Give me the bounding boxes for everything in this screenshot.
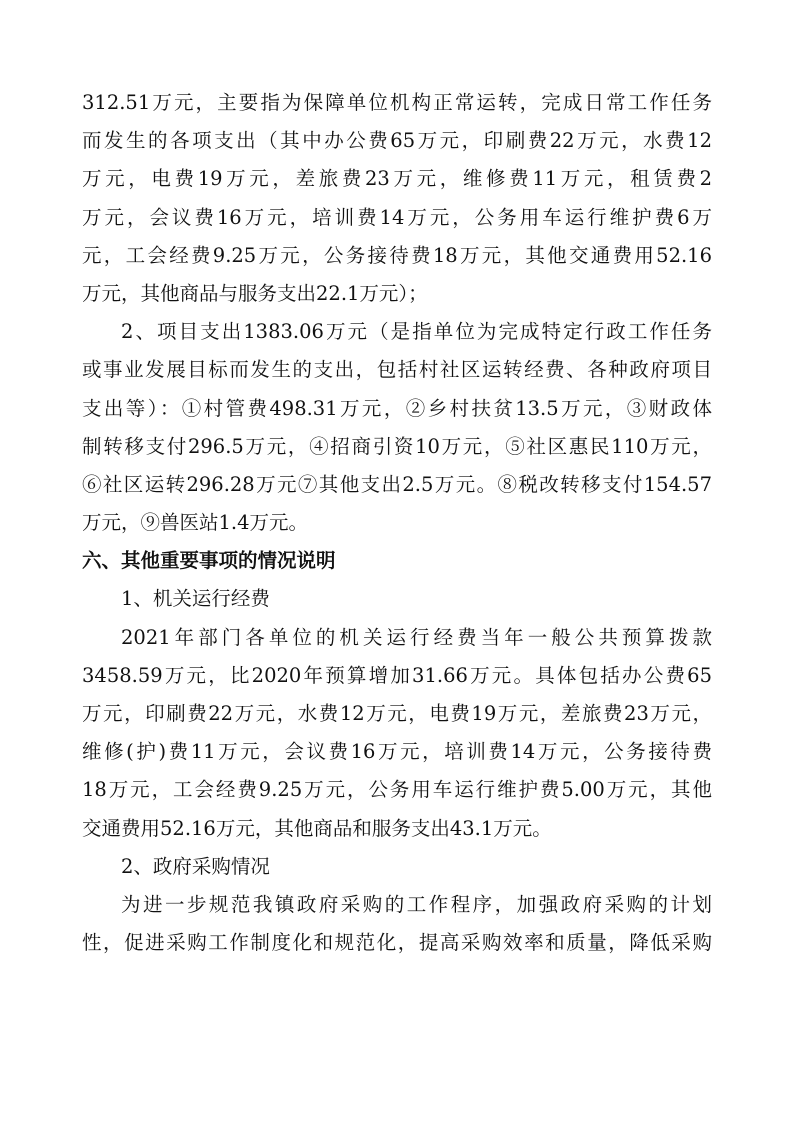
paragraph-operating-funds — [82, 619, 712, 848]
text-line: 2021年部门各单位的机关运行经费当年一般公共预算拨款 — [121, 625, 712, 649]
paragraph-procurement — [82, 886, 712, 962]
text-line: 18万元，工会经费9.25万元，公务用车运行维护费5.00万元，其他 — [82, 778, 712, 802]
text-line: 维修(护)费11万元，会议费16万元，培训费14万元，公务接待费 — [82, 740, 712, 764]
text-line: 支出等）：①村管费498.31万元，②乡村扶贫13.5万元，③财政体 — [82, 396, 712, 420]
text-line: 而发生的各项支出（其中办公费65万元，印刷费22万元，水费12 — [82, 129, 712, 153]
text-line: 为进一步规范我镇政府采购的工作程序，加强政府采购的计划 — [121, 892, 712, 916]
text-line: 万元，其他商品与服务支出22.1万元）； — [82, 281, 428, 305]
paragraph-project-expenditure — [82, 313, 712, 542]
text-line: 万元，会议费16万元，培训费14万元，公务用车运行维护费6万 — [82, 205, 712, 229]
section-heading: 六、其他重要事项的情况说明 — [82, 549, 336, 573]
text-line: 万元，印刷费22万元，水费12万元，电费19万元，差旅费23万元， — [82, 702, 712, 725]
text-line: 3458.59万元，比2020年预算增加31.66万元。具体包括办公费65 — [82, 663, 712, 687]
subheading-operating-funds: 1、机关运行经费 — [121, 587, 270, 611]
text-line: 或事业发展目标而发生的支出，包括村社区运转经费、各种政府项目 — [82, 358, 712, 382]
text-line: 性，促进采购工作制度化和规范化，提高采购效率和质量，降低采购 — [82, 931, 712, 955]
subheading-government-procurement: 2、政府采购情况 — [121, 854, 270, 878]
text-line: ⑥社区运转296.28万元⑦其他支出2.5万元。⑧税改转移支付154.57 — [82, 472, 712, 496]
text-line: 万元，⑨兽医站1.4万元。 — [82, 511, 309, 535]
text-line: 312.51万元，主要指为保障单位机构正常运转，完成日常工作任务 — [82, 91, 712, 114]
document-page — [82, 84, 712, 962]
text-line: 元，工会经费9.25万元，公务接待费18万元，其他交通费用52.16 — [82, 243, 712, 267]
text-line: 万元，电费19万元，差旅费23万元，维修费11万元，租赁费2 — [82, 167, 712, 191]
text-line: 制转移支付296.5万元，④招商引资10万元，⑤社区惠民110万元， — [82, 434, 712, 458]
text-line: 2、项目支出1383.06万元（是指单位为完成特定行政工作任务 — [121, 320, 712, 344]
text-line: 交通费用52.16万元，其他商品和服务支出43.1万元。 — [82, 816, 552, 840]
paragraph-public-expenditure — [82, 84, 712, 313]
